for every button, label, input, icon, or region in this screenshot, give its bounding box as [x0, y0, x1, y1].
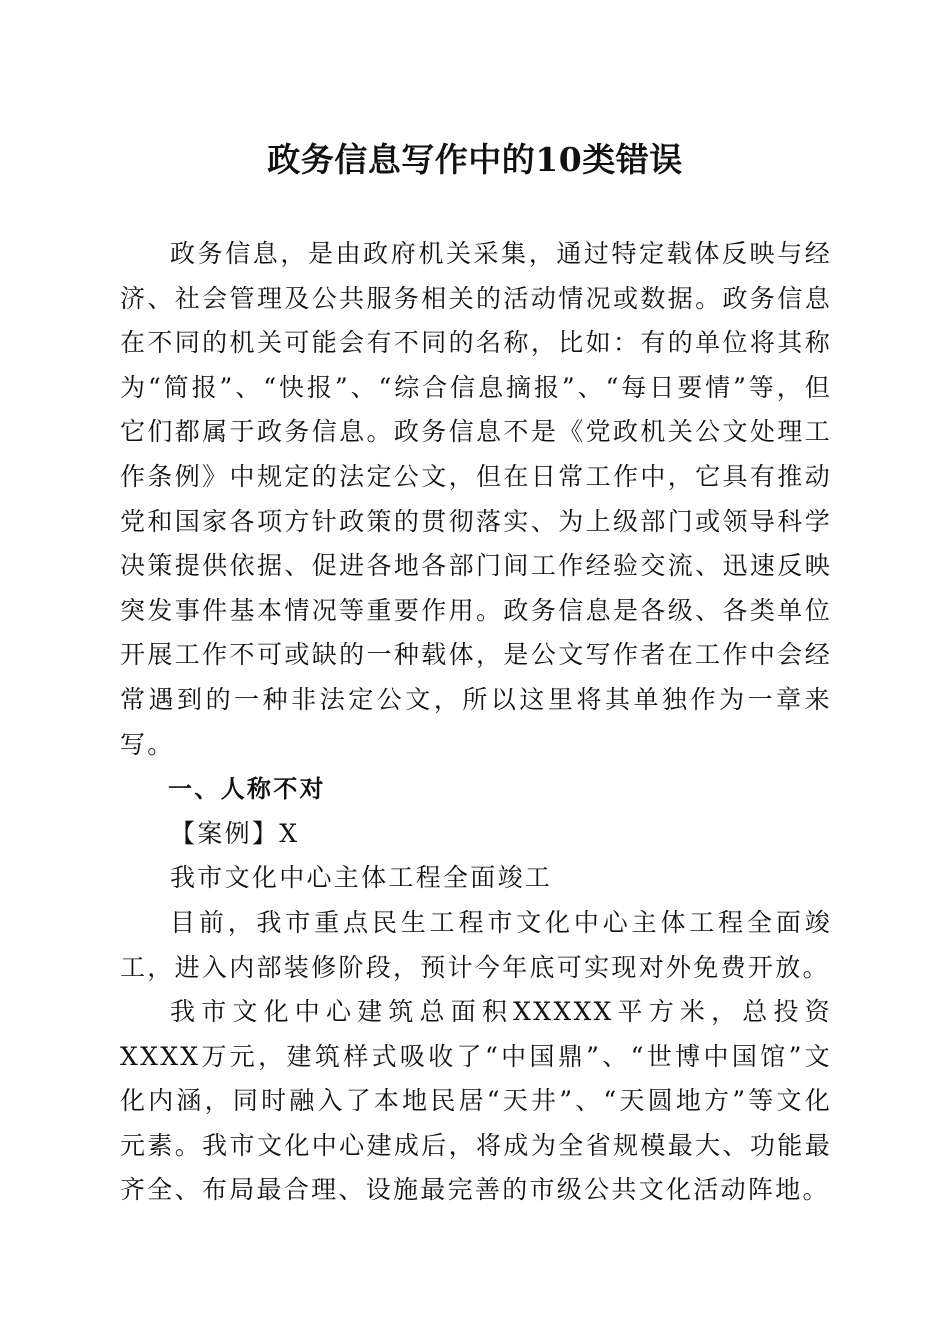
section-heading: 一、人称不对 — [168, 775, 326, 804]
case-label: 【案例】X — [170, 818, 300, 848]
case-title: 我市文化中心主体工程全面竣工 — [170, 863, 553, 893]
document-title: 政务信息写作中的10类错误 — [267, 140, 683, 179]
case-paragraph-2: 我市文化中心建筑总面积XXXXX平方米，总投资XXXX万元，建筑样式吸收了“中国鼎”、“世博中国馆”文化内涵，同时融入了本地民居“天井”、“天圆地方”等文化元素。我市文化中心建成后，将成为全省规模最大、功能最齐全、布局最合理、设施最完善的市级公共文化活动阵地。 — [120, 997, 832, 1205]
document-body — [120, 232, 832, 1213]
case-paragraph-1: 目前，我市重点民生工程市文化中心主体工程全面竣工，进入内部装修阶段，预计今年底可实现对外免费开放。 — [120, 907, 832, 982]
intro-paragraph: 政务信息，是由政府机关采集，通过特定载体反映与经济、社会管理及公共服务相关的活动情况或数据。政务信息在不同的机关可能会有不同的名称，比如：有的单位将其称为“简报”、“快报”、“综合信息摘报”、“每日要情”等，但它们都属于政务信息。政务信息不是《党政机关公文处理工作条例》中规定的法定公文，但在日常工作中，它具有推动党和国家各项方针政策的贯彻落实、为上级部门或领导科学决策提供依据、促进各地各部门间工作经验交流、迅速反映突发事件基本情况等重要作用。政务信息是各级、各类单位开展工作不可或缺的一种载体，是公文写作者在工作中会经常遇到的一种非法定公文，所以这里将其单独作为一章来写。 — [120, 239, 832, 759]
